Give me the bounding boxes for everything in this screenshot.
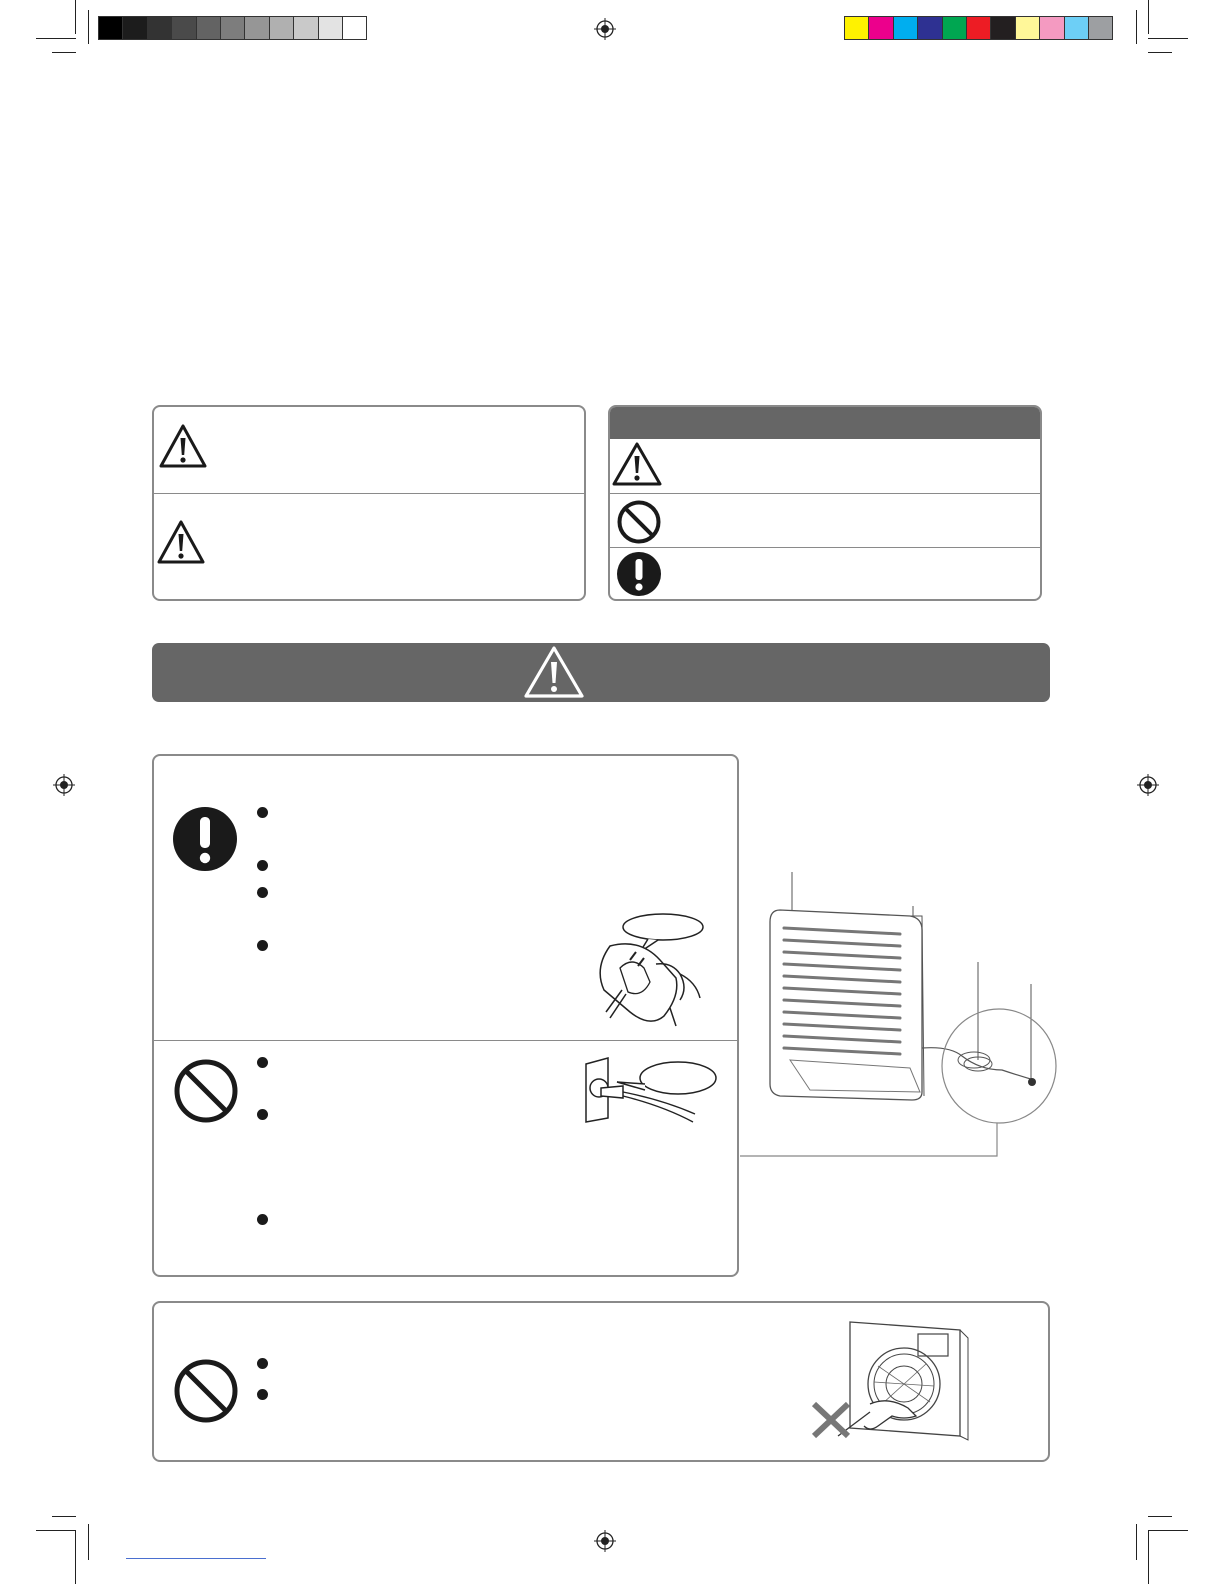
- calibration-swatch: [122, 16, 147, 40]
- warning-triangle-icon: [156, 519, 206, 565]
- calibration-swatch: [244, 16, 269, 40]
- registration-crosshair-icon: [594, 1530, 616, 1552]
- crop-mark: [88, 1524, 89, 1560]
- calibration-swatch: [893, 16, 918, 40]
- warning-triangle-icon: [611, 441, 663, 487]
- footer-underline: [126, 1558, 266, 1559]
- bullet-point: [257, 1214, 268, 1225]
- calibration-swatch: [293, 16, 318, 40]
- calibration-swatch: [98, 16, 123, 40]
- crop-mark: [88, 10, 89, 44]
- air-purifier-illustration: [740, 870, 1070, 1160]
- calibration-swatch: [844, 16, 869, 40]
- prohibited-icon: [616, 499, 662, 545]
- registration-crosshair-icon: [594, 18, 616, 40]
- prohibited-icon: [173, 1058, 239, 1124]
- crop-mark: [1148, 1530, 1149, 1584]
- calibration-swatch: [220, 16, 245, 40]
- calibration-swatch: [1088, 16, 1113, 40]
- crop-mark: [1148, 1516, 1172, 1517]
- warning-triangle-icon: [158, 423, 208, 469]
- calibration-swatch: [147, 16, 172, 40]
- crop-mark: [1136, 10, 1137, 44]
- prohibited-icon: [173, 1358, 239, 1424]
- calibration-swatch: [1064, 16, 1089, 40]
- bullet-point: [257, 887, 268, 898]
- crop-mark: [1136, 1524, 1137, 1560]
- bullet-point: [257, 940, 268, 951]
- symbol-legend-header: [610, 407, 1040, 439]
- crop-mark: [75, 1530, 76, 1584]
- crop-mark: [75, 0, 76, 34]
- calibration-swatch: [342, 16, 367, 40]
- calibration-swatch: [990, 16, 1015, 40]
- calibration-swatch: [942, 16, 967, 40]
- crop-mark: [36, 1530, 76, 1531]
- calibration-swatch: [1039, 16, 1064, 40]
- registration-crosshair-icon: [53, 774, 75, 796]
- bullet-point: [257, 1057, 268, 1068]
- bullet-point: [257, 860, 268, 871]
- calibration-swatch: [171, 16, 196, 40]
- calibration-swatch: [269, 16, 294, 40]
- bullet-point: [257, 1358, 268, 1369]
- crop-mark: [1148, 52, 1172, 53]
- signal-word-definition-box: [152, 405, 586, 601]
- calibration-swatch: [1015, 16, 1040, 40]
- crop-mark: [1148, 1530, 1188, 1531]
- crop-mark: [52, 52, 76, 53]
- mandatory-exclamation-icon: [616, 551, 662, 597]
- registration-crosshair-icon: [1137, 774, 1159, 796]
- crop-mark: [1148, 38, 1188, 39]
- bullet-point: [257, 807, 268, 818]
- calibration-swatch: [966, 16, 991, 40]
- calibration-swatch: [868, 16, 893, 40]
- legend-divider: [609, 547, 1041, 548]
- fan-hand-illustration: [808, 1316, 978, 1446]
- legend-divider: [609, 493, 1041, 494]
- symbol-legend-box: [608, 405, 1042, 601]
- calibration-swatch: [318, 16, 343, 40]
- bullet-point: [257, 1389, 268, 1400]
- mandatory-exclamation-icon: [172, 806, 238, 872]
- warning-triangle-icon: [523, 645, 585, 699]
- bullet-point: [257, 1109, 268, 1120]
- plug-socket-illustration: [583, 1056, 718, 1126]
- calibration-swatch: [196, 16, 221, 40]
- crop-mark: [52, 1516, 76, 1517]
- crop-mark: [1148, 0, 1149, 34]
- section-divider: [153, 1040, 738, 1041]
- wipe-plug-illustration: [580, 908, 710, 1032]
- crop-mark: [36, 38, 76, 39]
- warning-banner: [152, 643, 1050, 702]
- calibration-swatch: [917, 16, 942, 40]
- definition-divider: [153, 493, 585, 494]
